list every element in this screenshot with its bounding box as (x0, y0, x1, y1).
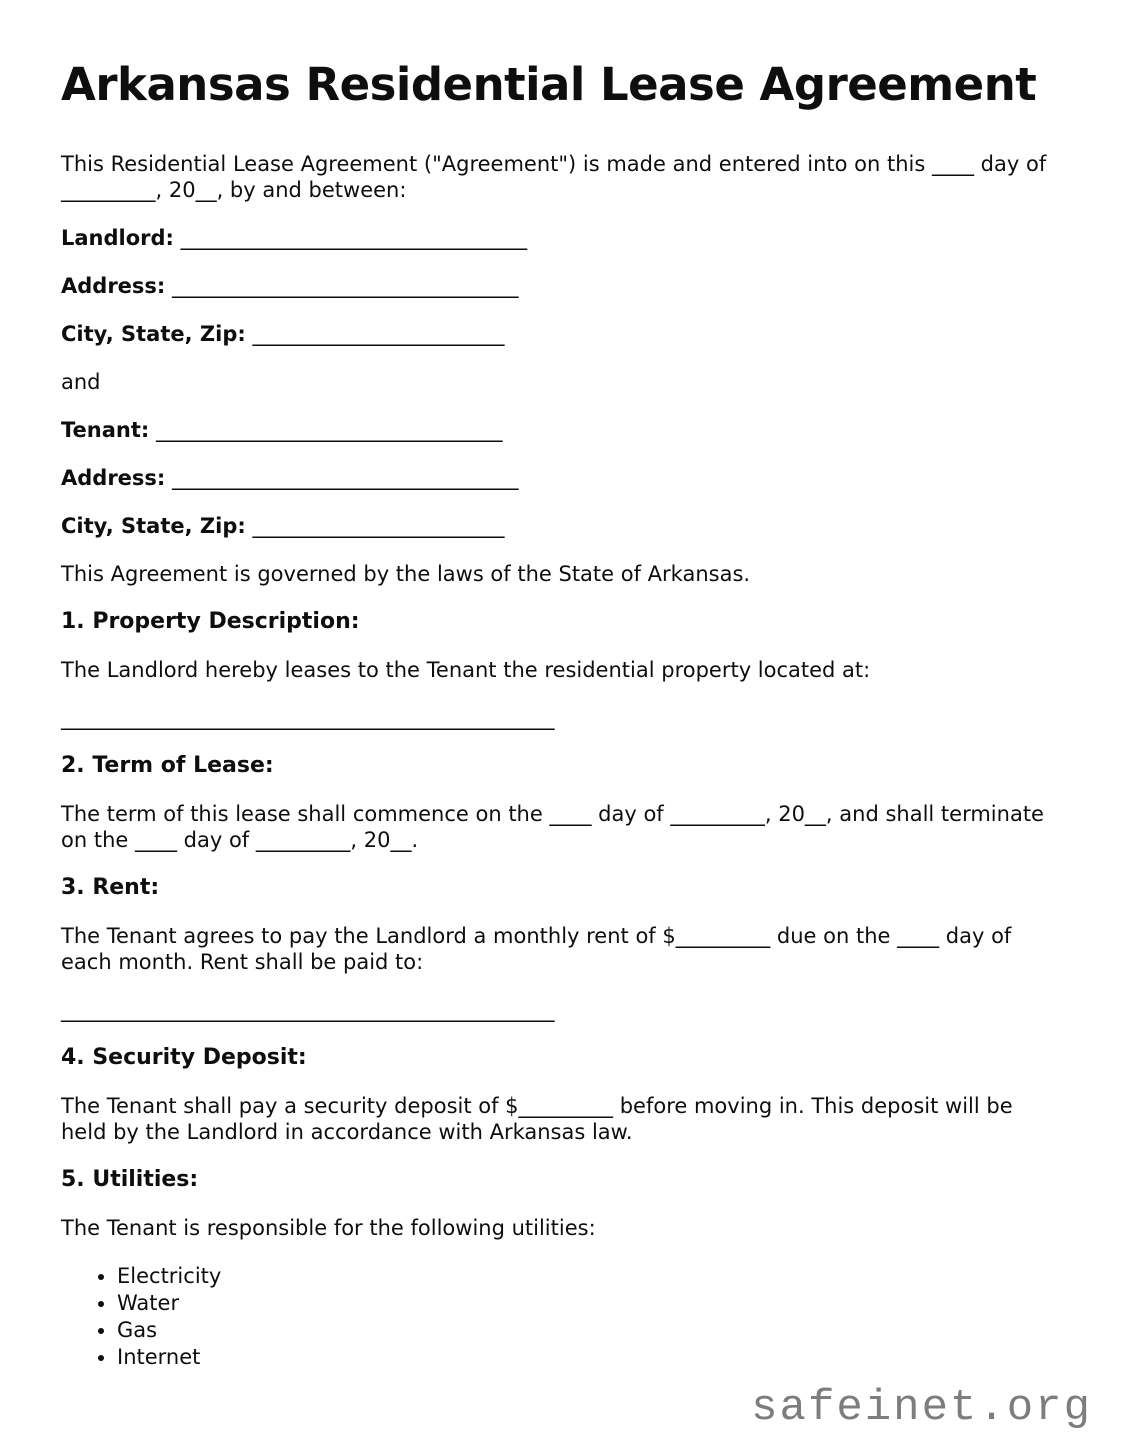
section-utilities-heading: 5. Utilities: (61, 1167, 199, 1192)
section-rent-body: The Tenant agrees to pay the Landlord a monthly rent of $_________ due on the ____ day of each month. Rent shall be paid to: (61, 924, 1012, 974)
landlord-address-field (61, 273, 1063, 299)
section-rent-heading: 3. Rent: (61, 875, 160, 900)
tenant-address-field (61, 465, 1063, 491)
section-property-blank: _______________________________________________ (61, 706, 555, 730)
section-deposit-body: The Tenant shall pay a security deposit of $_________ before moving in. This deposit will be held by the Landlord in accordance with Arkansas law. (61, 1094, 1013, 1144)
and-connector: and (61, 370, 101, 394)
utility-item: • Gas (117, 1317, 1063, 1344)
tenant-address-blank: _________________________________ (172, 466, 519, 490)
utility-item: • Internet (117, 1344, 1063, 1371)
utility-item: • Electricity (117, 1263, 1063, 1290)
tenant-field (61, 417, 1063, 443)
tenant-label: Tenant: (61, 418, 150, 442)
section-property-body: The Landlord hereby leases to the Tenant the residential property located at: (61, 658, 871, 682)
landlord-label: Landlord: (61, 226, 174, 250)
landlord-blank: _________________________________ (180, 226, 528, 250)
landlord-address-blank: _________________________________ (172, 274, 519, 298)
section-utilities-body: The Tenant is responsible for the following utilities: (61, 1216, 596, 1240)
section-property-heading: 1. Property Description: (61, 609, 360, 634)
section-term-body: The term of this lease shall commence on the ____ day of _________, 20__, and shall terminate on the ____ day of _________, 20__. (61, 802, 1044, 852)
tenant-citystatezip-blank: ________________________ (252, 514, 505, 538)
tenant-address-label: Address: (61, 466, 166, 490)
watermark-text: safeinet.org (751, 1383, 1092, 1433)
tenant-citystatezip-field (61, 513, 1063, 539)
landlord-citystatezip-blank: ________________________ (252, 322, 505, 346)
utility-item: • Water (117, 1290, 1063, 1317)
page-title: Arkansas Residential Lease Agreement (61, 58, 1037, 111)
landlord-citystatezip-label: City, State, Zip: (61, 322, 246, 346)
governing-law-text: This Agreement is governed by the laws of the State of Arkansas. (61, 562, 751, 586)
landlord-citystatezip-field (61, 321, 1063, 347)
tenant-citystatezip-label: City, State, Zip: (61, 514, 246, 538)
tenant-blank: _________________________________ (155, 418, 503, 442)
landlord-field (61, 225, 1063, 251)
section-rent-blank: _______________________________________________ (61, 998, 555, 1022)
section-term-heading: 2. Term of Lease: (61, 753, 274, 778)
landlord-address-label: Address: (61, 274, 166, 298)
utilities-list (61, 1263, 1063, 1371)
section-deposit-heading: 4. Security Deposit: (61, 1045, 307, 1070)
intro-paragraph: This Residential Lease Agreement ("Agreement") is made and entered into on this ____ day of _________, 20__, by and between: (61, 152, 1047, 202)
